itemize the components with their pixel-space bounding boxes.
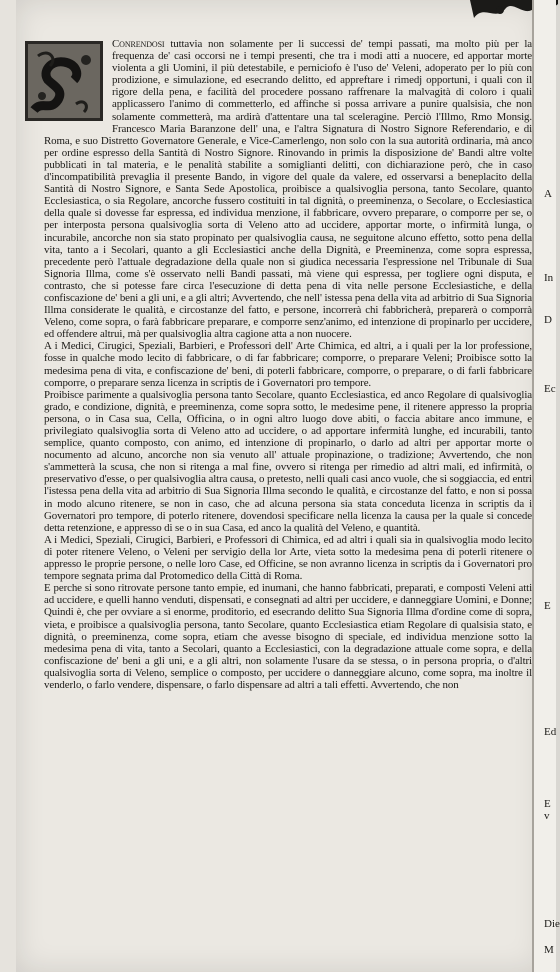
fragment: M [544, 944, 554, 956]
fragment: Die [544, 918, 560, 930]
fragment: A [544, 188, 552, 200]
initial-spacer [44, 38, 112, 124]
fragment: E [544, 600, 551, 612]
paragraph-1 [44, 38, 532, 340]
paragraph-1-text: tuttavia non solamente per li successi de' tempi passati, ma molto più per la frequenza de' casi occorsi ne i tempi presenti, che tra i modi atti a nuocere, ed apportar morte violenta a gli Uomini, il più detestabile, e perniciofo è l'uso de' Veleni, adoperato per lo più con prodizione, e simulazione, ed esecrando delitto, ed appreftare i rimedj opportuni, i quali con il rigore della pena, e facilità del procedere possano raffrenare la malvagità di coloro i quali applicassero l'animo di commetterlo, ed affinche si possa arrivare a punire qualsisia, che non solamente commetterà, ma ardirà d'attentare una tal sceleragine. Perciò l'Illmo, Rmo Monsig. Francesco Maria Baranzone dell' una, e l'altra Signatura di Nostro Signore Referendario, e di Roma, e suo Distretto Governatore Generale, e Vice-Camerlengo, non solo con la sua autorità ordinaria, mà anco per ordine espresso della Santità di Nostro Signore. Rinovando in primis la disposizione de' Bandi altre volte pubblicati in tal materia, e le penalità stabilite a somiglianti delitti, con dichiarazione però, che in caso d'incompatibilità prevaglia il presente Bando, in vigore del quale da valere, ed osservarsi a beneplacito della Santità di Nostro Signore, e Santa Sede Apostolica, proibisce a qualsivoglia persona, tanto Secolare, quanto Ecclesiastica, o sia Regolare, ancorche fussero costituiti in tal dignità, o preeminenza, o Secolare, o Ecclesiastica della quale si dovesse far espressa, ed individua menzione, il fabbricare, ovvero preparare, o comporre per se, o per interposta persona qualsivoglia sorta di Veleno atto ad uccidere, apportar morte, o infirmità lunga, o incurabile, ancorche non sia stato propinato per qualsivoglia causa, ne seguitone alcuno effetto, sotto pena della vita, tanto a i Secolari, quanto a gli Ecclesiastici anche della Dignità, e Preeminenza, come sopra espressa, precedente però l'attuale degradazione della quale non si giudica necessaria l'espressione nel Tribunale di Sua Signoria Illma, come s'è osservato nelli Bandi passati, mà viene qui espressa, per togliere ogni disputa, e contrasto, che si potesse fare circa l'esecuzione di detta pena di vita nelle persone Ecclesiastiche, e della confiscazione de' beni a gli uni, e a gli altri; Avvertendo, che nell' istessa pena della vita ad arbitrio di Sua Signoria Illma considerate le qualità, e circostanze del fatto, e persone, incorrerà chi fabbricherà, preparerà o comporrà Veleno, come sopra, o farà fabbricare preparare, e comporre senz'animo, ed intenzione di propinarlo per uccidere, ed offendere altrui, mà per qualsivoglia altra cagione atta a non nuocere. [44, 38, 533, 341]
edict-text [44, 38, 532, 691]
fragment: In [544, 272, 554, 284]
fragment: E v [544, 798, 551, 822]
fragment: D [544, 314, 552, 326]
paragraph-5: E perche si sono ritrovate persone tanto empie, ed inumani, che hanno fabbricati, preparati, e composti Veleni atti ad uccidere, e quelli hanno venduti, dispensati, e consegnati ad altri per uccidere, e danneggiare Uomini, e Donne; Quindi è, che per ovviare a sì enorme, proditorio, ed esecrando delitto Sua Signoria Illma d'ordine come di sopra, vieta, e proibisce a qualsivoglia persona, tanto Secolare, quanto Ecclesiastica etiam Regolare di qualsisia stato, e dignità, o preeminenza, come sopra, etiam che avesse bisogno di speciale, ed individua menzione sotto la medesima pena di vita, tanto a Secolari, quanto a Ecclesiastici, con la degradazione attuale come sopra, e della confiscazione de' beni a gli uni, e a gli altri, non solamente l'usare da se stessa, o in persona propria, o d'altri qualsivoglia sorta di Veleno, semplice o composto, per uccidere o danneggiare alcuno, come sopra, ma inoltre il venderlo, o farlo vendere, dispensare, o farlo dispensare ad altri a tali effetti. Avvertendo, che non [44, 582, 532, 691]
paragraph-3: Proibisce parimente a qualsivoglia persona tanto Secolare, quanto Ecclesiastica, ed anco Regolare di qualsivoglia grado, e condizione, dignità, e preeminenza, come sopra sotto, le medesime pene, il ritenere appresso la propria persona, o in Casa sua, Cella, Officina, o in ogni altro luogo dove abiti, o faccia abitare anco immune, e privilegiato qualsivoglia sorta di Veleno atto ad uccidere, o ad apportare infermità lunghe, ed incurabili, tanto semplice, quanto composto, con animo, ed intenzione di propinarlo, o darlo ad altri per apportar morte o nocumento ad alcuno, ancorche non sia venuto all' attuale propinazione, o tradizione; Avvertendo, che non s'ammetterà la scusa, che non si ritenga a mal fine, ovvero si ritenga per rimedio ad altri mali, ed infirmità, o preservativo d'esse, o per qualsivoglia altra causa, o pretesto, nelli quali casi anco vuole, che si soggiaccia, ed entri l'istessa pena della vita ad arbitrio di Sua Signoria Illma secondo le qualità, e circostanze del fatto, e non si possa in modo alcuno ritenere, se non in caso, che ad alcuna persona sia stata conceduta licenza in scriptis da i Governatori pro tempore, di poterlo ritenere, dovendosi specificare nella licenza la causa per la quale si concede detta retenzione, e appresso di se o in sua Casa, ed anco la qualità del Veleno, e quantità. [44, 388, 532, 534]
fragment: Ec [544, 383, 556, 395]
paragraph-2: A i Medici, Cirugici, Speziali, Barbieri, e Professori dell' Arte Chimica, ed altri, a i quali per la lor professione, fosse in qualche modo lecito di fabbricare, o di far fabbricare; comporre, o preparare Veleni; Proibisce sotto la medesima pena di vita, e confiscazione de' beni, di poterli fabbricare, comporre, o preparare, o di farli fabbricare comporre, o preparare senza licenza in scriptis de i Governatori pro tempore. [44, 340, 532, 389]
fragment: Ed [544, 726, 557, 738]
first-word: Conrendosi [112, 38, 165, 50]
page-edge [532, 0, 534, 972]
paragraph-4: A i Medici, Speziali, Cirugici, Barbieri, e Professori di Chimica, ed ad altri i quali sia in qualsivoglia modo lecito di poter ritenere Veleno, o Veleni per servigio della lor Arte, vieta sotto la medesima pena di poterli ritenere o appresso le proprie persone, o nelle loro Case, ed Officine, se non avranno licenza in scriptis da i Governatori pro tempore segnata prima dal Protomedico della Città di Roma. [44, 533, 532, 583]
adjacent-page-fragments [540, 0, 560, 972]
document-page [16, 0, 542, 972]
